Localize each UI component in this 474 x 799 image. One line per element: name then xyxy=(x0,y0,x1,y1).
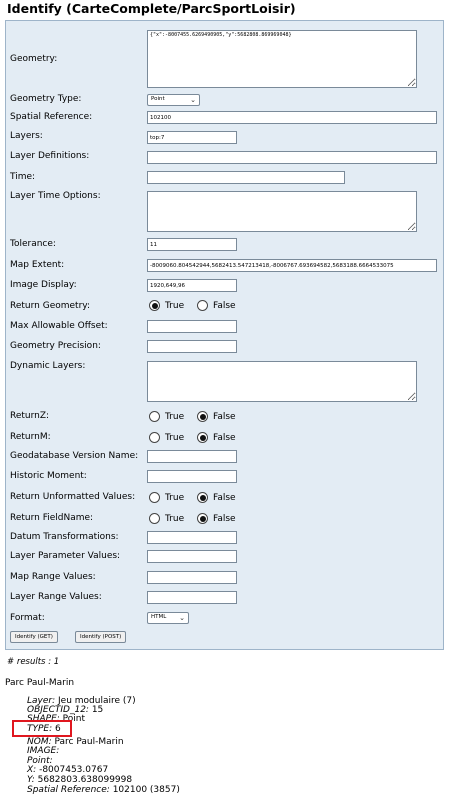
radio-checked-icon xyxy=(197,411,208,422)
max-allowable-offset-label: Max Allowable Offset: xyxy=(10,321,108,331)
returnz-label: ReturnZ: xyxy=(10,411,50,421)
attr-objectid: OBJECTID_12: 15 xyxy=(27,705,104,715)
geometry-type-value: Point xyxy=(151,96,165,102)
gdb-version-label: Geodatabase Version Name: xyxy=(10,451,139,461)
radio-checked-icon xyxy=(149,300,160,311)
layer-parameter-values-label: Layer Parameter Values: xyxy=(10,551,121,561)
radio-unchecked-icon xyxy=(149,513,160,524)
layers-label: Layers: xyxy=(10,131,43,141)
returnz-false-radio[interactable]: False xyxy=(197,411,236,422)
returnm-false-radio[interactable]: False xyxy=(197,432,236,443)
attr-type: TYPE: 6 xyxy=(27,724,61,734)
datum-transformations-label: Datum Transformations: xyxy=(10,532,119,542)
attr-nom: NOM: Parc Paul-Marin xyxy=(27,737,124,747)
attr-layer: Layer: Jeu modulaire (7) xyxy=(27,696,136,706)
attr-image: IMAGE: xyxy=(27,746,60,756)
return-geometry-true-radio[interactable]: True xyxy=(149,300,184,311)
feature-title: Parc Paul-Marin xyxy=(5,678,75,688)
attr-x: X: -8007453.0767 xyxy=(27,765,109,775)
tolerance-input[interactable] xyxy=(147,238,237,251)
historic-moment-label: Historic Moment: xyxy=(10,471,87,481)
identify-get-button[interactable]: Identify (GET) xyxy=(10,631,58,643)
layers-input[interactable] xyxy=(147,131,237,144)
return-fieldname-label: Return FieldName: xyxy=(10,513,94,523)
attr-spatial-reference: Spatial Reference: 102100 (3857) xyxy=(27,785,180,795)
time-input[interactable] xyxy=(147,171,345,184)
layer-parameter-values-input[interactable] xyxy=(147,550,237,563)
dynamic-layers-label: Dynamic Layers: xyxy=(10,361,86,371)
returnm-true-radio[interactable]: True xyxy=(149,432,184,443)
spatial-reference-label: Spatial Reference: xyxy=(10,112,93,122)
map-extent-label: Map Extent: xyxy=(10,260,65,270)
identify-post-button[interactable]: Identify (POST) xyxy=(75,631,126,643)
return-geometry-false-radio[interactable]: False xyxy=(197,300,236,311)
radio-unchecked-icon xyxy=(149,492,160,503)
attr-y: Y: 5682803.638099998 xyxy=(27,775,133,785)
geometry-textarea[interactable] xyxy=(147,30,417,88)
geometry-label: Geometry: xyxy=(10,54,58,64)
geometry-type-label: Geometry Type: xyxy=(10,94,82,104)
layer-range-values-label: Layer Range Values: xyxy=(10,592,102,602)
map-range-values-label: Map Range Values: xyxy=(10,572,96,582)
dynamic-layers-textarea[interactable] xyxy=(147,361,417,402)
geometry-type-select[interactable] xyxy=(147,94,200,106)
format-label: Format: xyxy=(10,613,45,623)
radio-checked-icon xyxy=(197,513,208,524)
radio-unchecked-icon xyxy=(149,411,160,422)
attr-point: Point: xyxy=(27,756,53,766)
radio-unchecked-icon xyxy=(149,432,160,443)
layer-definitions-label: Layer Definitions: xyxy=(10,151,90,161)
chevron-down-icon: ⌄ xyxy=(190,96,196,104)
radio-checked-icon xyxy=(197,432,208,443)
layer-definitions-input[interactable] xyxy=(147,151,437,164)
image-display-label: Image Display: xyxy=(10,280,77,290)
map-extent-input[interactable] xyxy=(147,259,437,272)
attr-shape: SHAPE: Point xyxy=(27,714,86,724)
radio-unchecked-icon xyxy=(197,300,208,311)
datum-transformations-input[interactable] xyxy=(147,531,237,544)
return-unformatted-label: Return Unformatted Values: xyxy=(10,492,136,502)
format-select[interactable] xyxy=(147,612,189,624)
returnz-true-radio[interactable]: True xyxy=(149,411,184,422)
radio-checked-icon xyxy=(197,492,208,503)
max-allowable-offset-input[interactable] xyxy=(147,320,237,333)
return-unformatted-true-radio[interactable]: True xyxy=(149,492,184,503)
layer-range-values-input[interactable] xyxy=(147,591,237,604)
image-display-input[interactable] xyxy=(147,279,237,292)
gdb-version-input[interactable] xyxy=(147,450,237,463)
return-unformatted-false-radio[interactable]: False xyxy=(197,492,236,503)
time-label: Time: xyxy=(10,172,36,182)
page-title: Identify (CarteComplete/ParcSportLoisir) xyxy=(7,1,296,16)
format-value: HTML xyxy=(151,614,167,620)
returnm-label: ReturnM: xyxy=(10,432,51,442)
return-fieldname-false-radio[interactable]: False xyxy=(197,513,236,524)
results-count: # results : 1 xyxy=(7,657,60,667)
layer-time-options-textarea[interactable] xyxy=(147,191,417,232)
spatial-reference-input[interactable] xyxy=(147,111,437,124)
map-range-values-input[interactable] xyxy=(147,571,237,584)
layer-time-options-label: Layer Time Options: xyxy=(10,191,101,201)
highlight-box xyxy=(12,720,72,737)
historic-moment-input[interactable] xyxy=(147,470,237,483)
chevron-down-icon: ⌄ xyxy=(179,614,185,622)
geometry-precision-label: Geometry Precision: xyxy=(10,341,101,351)
return-fieldname-true-radio[interactable]: True xyxy=(149,513,184,524)
return-geometry-label: Return Geometry: xyxy=(10,301,90,311)
tolerance-label: Tolerance: xyxy=(10,239,56,249)
identify-form xyxy=(5,20,444,650)
geometry-precision-input[interactable] xyxy=(147,340,237,353)
